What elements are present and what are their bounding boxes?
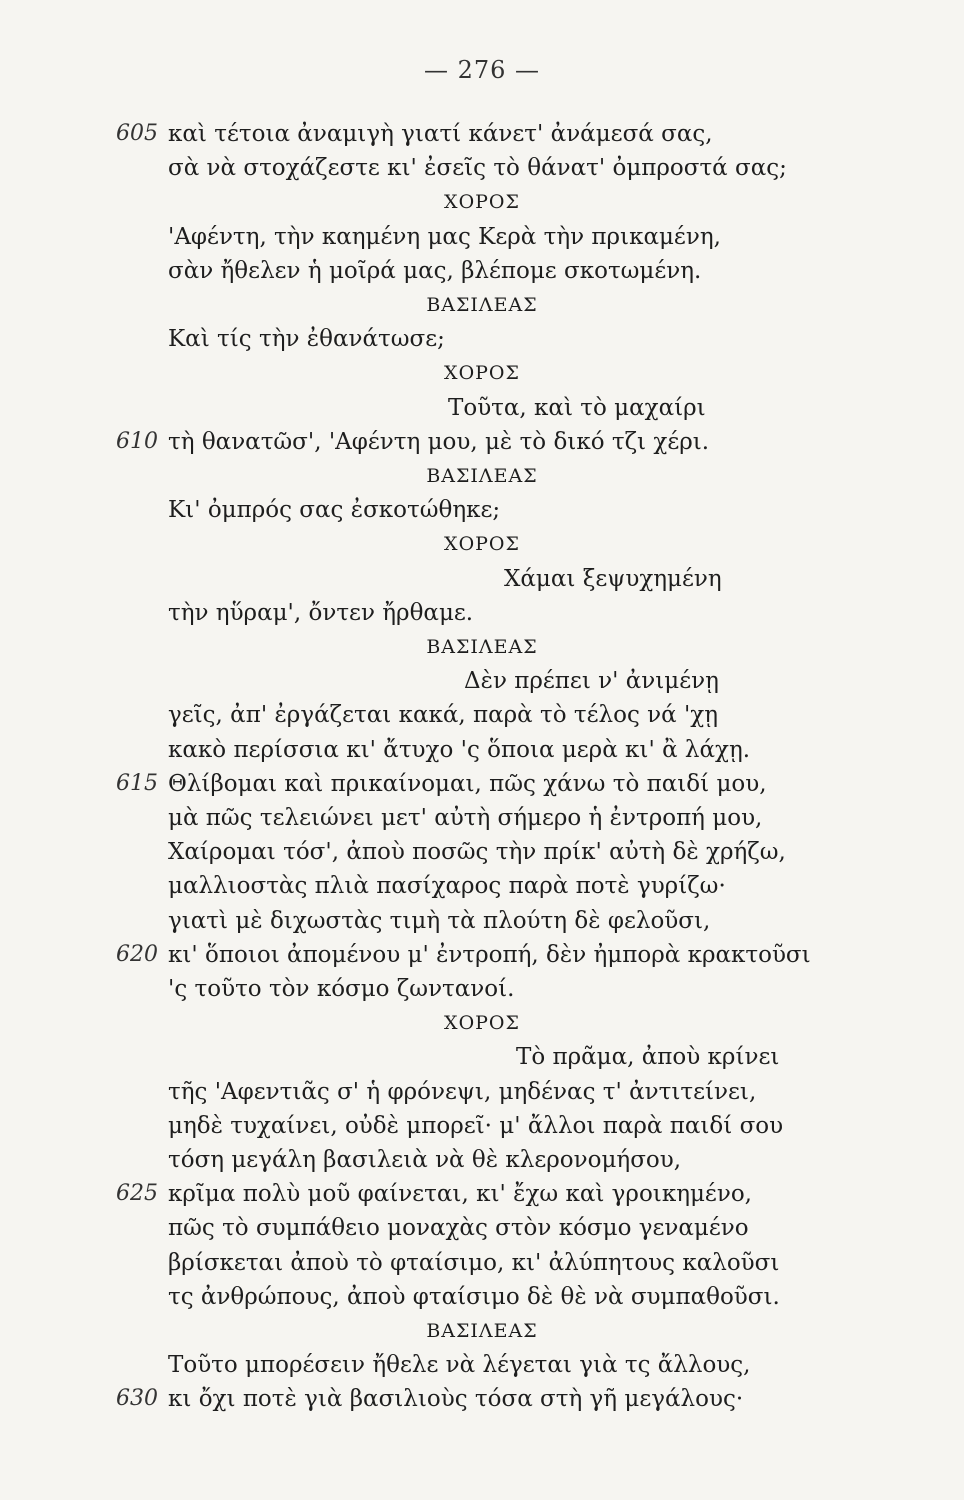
page-number: — 276 — xyxy=(423,56,541,84)
verse-line: Κι' ὀμπρός σας ἐσκοτώθηκε; xyxy=(168,497,501,524)
verse-line: τόση μεγάλη βασιλειὰ νὰ θὲ κλερονομήσου, xyxy=(168,1147,682,1173)
verse-line: τῆς 'Αφεντιᾶς σ' ἡ φρόνεψι, μηδένας τ' ἀντιτείνει, xyxy=(168,1078,757,1105)
verse-line: Χαίρομαι τόσ', ἀποὺ ποσῶς τὴν πρίκ' αὐτὴ δὲ χρήζω, xyxy=(168,839,786,866)
speaker-name: ΒΑΣΙΛΕΑΣ xyxy=(426,465,538,487)
verse-line: Τὸ πρᾶμα, ἀποὺ κρίνει xyxy=(516,1044,780,1071)
line-number: 630 xyxy=(116,1386,158,1412)
verse-line: σὰ νὰ στοχάζεστε κι' ἐσεῖς τὸ θάνατ' ὀμπροστά σας; xyxy=(168,155,787,182)
speaker-name: ΒΑΣΙΛΕΑΣ xyxy=(426,1320,538,1342)
verse-line: πῶς τὸ συμπάθειο μοναχὰς στὸν κόσμο γεναμένο xyxy=(168,1215,749,1242)
verse-line: Θλίβομαι καὶ πρικαίνομαι, πῶς χάνω τὸ παιδί μου, xyxy=(168,770,767,797)
verse-line: μὰ πῶς τελειώνει μετ' αὐτὴ σήμερο ἡ ἐντροπή μου, xyxy=(168,805,763,831)
verse-line: γιατὶ μὲ διχωστὰς τιμὴ τὰ πλούτη δὲ φελοῦσι, xyxy=(168,907,711,934)
verse-line: βρίσκεται ἀποὺ τὸ φταίσιμο, κι' ἀλύπητους καλοῦσι xyxy=(168,1249,780,1276)
speaker-name: ΧΟΡΟΣ xyxy=(444,533,520,556)
verse-line: Τοῦτο μπορέσειν ἤθελε νὰ λέγεται γιὰ τς ἄλλους, xyxy=(168,1352,751,1379)
line-number: 605 xyxy=(116,121,158,146)
verse-line: Τοῦτα, καὶ τὸ μαχαίρι xyxy=(448,394,706,421)
verse-line: κρῖμα πολὺ μοῦ φαίνεται, κι' ἔχω καὶ γροικημένο, xyxy=(168,1181,752,1208)
verse-line: κι ὄχι ποτὲ γιὰ βασιλιοὺς τόσα στὴ γῆ μεγάλους· xyxy=(168,1386,744,1413)
verse-line: τὴ θανατῶσ', 'Αφέντη μου, μὲ τὸ δικό τζι χέρι. xyxy=(168,428,710,455)
verse-line: τὴν ηὕραμ', ὄντεν ἤρθαμε. xyxy=(168,599,474,626)
verse-line: μηδὲ τυχαίνει, οὐδὲ μπορεῖ· μ' ἄλλοι παρὰ παιδί σου xyxy=(168,1112,784,1139)
speaker-name: ΧΟΡΟΣ xyxy=(444,362,520,385)
speaker-name: ΒΑΣΙΛΕΑΣ xyxy=(426,636,538,658)
verse-line: 'ς τοῦτο τὸν κόσμο ζωντανοί. xyxy=(168,976,515,1002)
line-number: 620 xyxy=(116,941,158,967)
speaker-name: ΧΟΡΟΣ xyxy=(444,1012,520,1035)
line-number: 615 xyxy=(116,770,158,796)
speaker-name: ΒΑΣΙΛΕΑΣ xyxy=(426,294,538,316)
verse-line: καὶ τέτοια ἀναμιγὴ γιατί κάνετ' ἀνάμεσά σας, xyxy=(168,121,713,147)
verse-line: Καὶ τίς τὴν ἐθανάτωσε; xyxy=(168,326,445,353)
verse-line: 'Αφέντη, τὴν καημένη μας Κερὰ τὴν πρικαμένη, xyxy=(168,223,721,250)
verse-line: κακὸ περίσσια κι' ἄτυχο 'ς ὅποια μερὰ κι' ἂ λάχῃ. xyxy=(168,736,751,763)
speaker-name: ΧΟΡΟΣ xyxy=(444,191,520,214)
verse-line: Χάμαι ξεψυχημένη xyxy=(504,565,722,592)
verse-line: σὰν ἤθελεν ἡ μοῖρά μας, βλέπομε σκοτωμένη. xyxy=(168,257,702,284)
verse-line: γεῖς, ἀπ' ἐργάζεται κακά, παρὰ τὸ τέλος νά 'χῃ xyxy=(168,702,719,729)
verse-line: τς ἀνθρώπους, ἀποὺ φταίσιμο δὲ θὲ νὰ συμπαθοῦσι. xyxy=(168,1283,780,1310)
line-number: 625 xyxy=(116,1181,158,1207)
verse-line: κι' ὅποιοι ἀπομένου μ' ἐντροπή, δὲν ἠμπορὰ κρακτοῦσι xyxy=(168,941,811,968)
verse-line: Δὲν πρέπει ν' ἀνιμένῃ xyxy=(464,668,719,695)
line-number: 610 xyxy=(116,428,158,454)
verse-line: μαλλιοστὰς πλιὰ πασίχαρος παρὰ ποτὲ γυρίζω· xyxy=(168,873,726,900)
